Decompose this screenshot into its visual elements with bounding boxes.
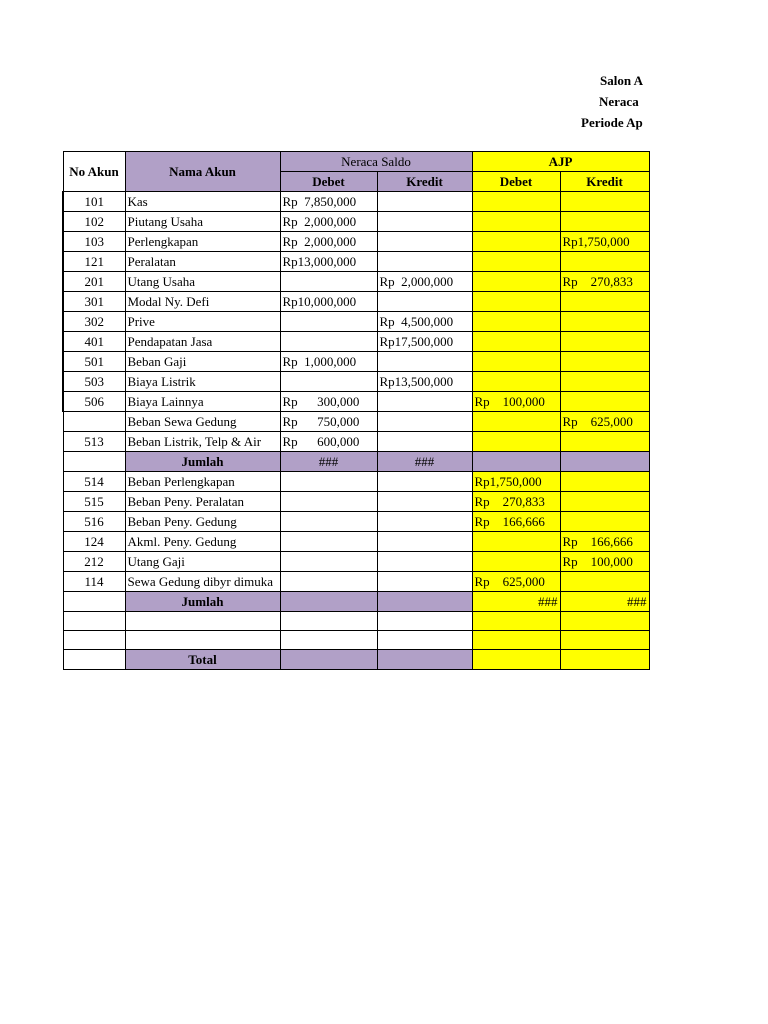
account-name-cell[interactable]: Prive	[125, 312, 280, 332]
account-name-cell[interactable]: Beban Peny. Gedung	[125, 512, 280, 532]
ns-kredit-cell[interactable]	[377, 432, 472, 452]
ajp-debet-cell[interactable]	[472, 432, 560, 452]
header-nama-akun: Nama Akun	[125, 152, 280, 192]
account-number-cell[interactable]: 102	[63, 212, 125, 232]
jumlah-ns-debet[interactable]	[280, 592, 377, 612]
account-name-cell[interactable]: Biaya Lainnya	[125, 392, 280, 412]
table-row	[63, 352, 649, 372]
ajp-debet-cell[interactable]	[472, 192, 560, 212]
ns-kredit-cell[interactable]: Rp 4,500,000	[377, 312, 472, 332]
ns-debet-cell[interactable]: Rp 750,000	[280, 412, 377, 432]
total-ns-kredit[interactable]	[377, 650, 472, 670]
ns-debet-cell[interactable]: Rp 600,000	[280, 432, 377, 452]
table-row	[63, 332, 649, 352]
account-number-cell[interactable]: 121	[63, 252, 125, 272]
header-row-1	[63, 152, 649, 172]
account-number-cell[interactable]: 201	[63, 272, 125, 292]
ajp-kredit-cell[interactable]	[560, 192, 649, 212]
table-row	[63, 432, 649, 452]
ns-kredit-cell[interactable]	[377, 552, 472, 572]
header-ns-kredit: Kredit	[377, 172, 472, 192]
ns-kredit-cell[interactable]	[377, 192, 472, 212]
ns-debet-cell[interactable]	[280, 272, 377, 292]
ajp-debet-cell[interactable]	[472, 412, 560, 432]
jumlah-ns-kredit[interactable]	[377, 592, 472, 612]
jumlah-ns-kredit[interactable]: ###	[377, 452, 472, 472]
ajp-kredit-cell[interactable]	[560, 432, 649, 452]
table-row	[63, 252, 649, 272]
account-number-cell[interactable]: 101	[63, 192, 125, 212]
ajp-kredit-cell[interactable]: Rp1,750,000	[560, 232, 649, 252]
ns-kredit-cell[interactable]	[377, 512, 472, 532]
table-row	[63, 572, 649, 592]
account-name-cell[interactable]: Akml. Peny. Gedung	[125, 532, 280, 552]
header-no-akun: No Akun	[63, 152, 125, 192]
empty-cell[interactable]	[125, 631, 280, 650]
account-number-cell[interactable]: 515	[63, 492, 125, 512]
table-row	[63, 292, 649, 312]
period-title: Periode Ap	[581, 115, 643, 130]
account-name-cell[interactable]: Modal Ny. Defi	[125, 292, 280, 312]
company-title: Salon A	[600, 73, 643, 88]
ajp-kredit-cell[interactable]	[560, 512, 649, 532]
empty-cell[interactable]	[63, 612, 125, 631]
ns-debet-cell[interactable]: Rp 300,000	[280, 392, 377, 412]
table-row	[63, 312, 649, 332]
ajp-debet-cell[interactable]	[472, 552, 560, 572]
report-title: Neraca	[599, 94, 639, 109]
ajp-kredit-cell[interactable]	[560, 312, 649, 332]
jumlah-ajp-kredit[interactable]: ###	[560, 592, 649, 612]
ajp-debet-cell[interactable]: Rp 270,833	[472, 492, 560, 512]
ns-debet-cell[interactable]	[280, 472, 377, 492]
account-name-cell[interactable]: Kas	[125, 192, 280, 212]
ns-kredit-cell[interactable]: Rp 2,000,000	[377, 272, 472, 292]
ajp-kredit-cell[interactable]	[560, 372, 649, 392]
account-name-cell[interactable]: Beban Listrik, Telp & Air	[125, 432, 280, 452]
ajp-kredit-cell[interactable]: Rp 166,666	[560, 532, 649, 552]
jumlah-ajp-debet[interactable]: ###	[472, 592, 560, 612]
ns-kredit-cell[interactable]	[377, 392, 472, 412]
jumlah-row	[63, 592, 649, 612]
ajp-debet-cell[interactable]	[472, 312, 560, 332]
account-number-cell[interactable]: 401	[63, 332, 125, 352]
ajp-debet-cell[interactable]: Rp 166,666	[472, 512, 560, 532]
account-number-cell[interactable]: 501	[63, 352, 125, 372]
account-number-cell[interactable]: 212	[63, 552, 125, 572]
ajp-kredit-cell[interactable]	[560, 252, 649, 272]
account-number-cell[interactable]	[63, 412, 125, 432]
ajp-debet-cell[interactable]	[472, 232, 560, 252]
ajp-kredit-cell[interactable]: Rp 100,000	[560, 552, 649, 572]
empty-cell[interactable]	[280, 612, 377, 631]
ns-debet-cell[interactable]	[280, 552, 377, 572]
account-name-cell[interactable]: Pendapatan Jasa	[125, 332, 280, 352]
ns-kredit-cell[interactable]	[377, 492, 472, 512]
ajp-debet-cell[interactable]	[472, 332, 560, 352]
ns-debet-cell[interactable]: Rp 1,000,000	[280, 352, 377, 372]
account-name-cell[interactable]: Biaya Listrik	[125, 372, 280, 392]
ns-kredit-cell[interactable]	[377, 232, 472, 252]
header-ns-debet: Debet	[280, 172, 377, 192]
ajp-debet-cell[interactable]: Rp 100,000	[472, 392, 560, 412]
account-number-cell[interactable]: 302	[63, 312, 125, 332]
account-name-cell[interactable]: Beban Perlengkapan	[125, 472, 280, 492]
empty-row	[63, 631, 649, 650]
jumlah-ajp-debet[interactable]	[472, 452, 560, 472]
empty-cell[interactable]	[472, 612, 560, 631]
jumlah-label: Jumlah	[125, 592, 280, 612]
ajp-kredit-cell[interactable]	[560, 492, 649, 512]
ns-debet-cell[interactable]	[280, 572, 377, 592]
account-name-cell[interactable]: Peralatan	[125, 252, 280, 272]
jumlah-ajp-kredit[interactable]	[560, 452, 649, 472]
ns-debet-cell[interactable]: Rp 7,850,000	[280, 192, 377, 212]
ns-debet-cell[interactable]	[280, 512, 377, 532]
ns-debet-cell[interactable]	[280, 372, 377, 392]
total-row	[63, 650, 649, 670]
ajp-kredit-cell[interactable]	[560, 212, 649, 232]
ajp-debet-cell[interactable]	[472, 532, 560, 552]
account-name-cell[interactable]: Sewa Gedung dibyr dimuka	[125, 572, 280, 592]
ns-debet-cell[interactable]	[280, 312, 377, 332]
ajp-debet-cell[interactable]: Rp 625,000	[472, 572, 560, 592]
ns-kredit-cell[interactable]	[377, 412, 472, 432]
table-row	[63, 192, 649, 212]
ajp-kredit-cell[interactable]: Rp 625,000	[560, 412, 649, 432]
total-ajp-kredit[interactable]	[560, 650, 649, 670]
account-number-cell[interactable]: 506	[63, 392, 125, 412]
ajp-kredit-cell[interactable]	[560, 392, 649, 412]
ns-debet-cell[interactable]: Rp 2,000,000	[280, 232, 377, 252]
account-name-cell[interactable]: Beban Gaji	[125, 352, 280, 372]
ns-kredit-cell[interactable]	[377, 292, 472, 312]
account-name-cell[interactable]: Piutang Usaha	[125, 212, 280, 232]
ajp-debet-cell[interactable]	[472, 292, 560, 312]
ajp-kredit-cell[interactable]: Rp 270,833	[560, 272, 649, 292]
empty-cell[interactable]	[560, 631, 649, 650]
ajp-debet-cell[interactable]: Rp1,750,000	[472, 472, 560, 492]
ajp-kredit-cell[interactable]	[560, 292, 649, 312]
worksheet-table	[62, 151, 650, 670]
ns-debet-cell[interactable]	[280, 532, 377, 552]
table-row	[63, 492, 649, 512]
ajp-kredit-cell[interactable]	[560, 472, 649, 492]
table-row	[63, 532, 649, 552]
ajp-debet-cell[interactable]	[472, 252, 560, 272]
ns-kredit-cell[interactable]	[377, 472, 472, 492]
ajp-debet-cell[interactable]	[472, 272, 560, 292]
jumlah-label: Jumlah	[125, 452, 280, 472]
empty-cell[interactable]	[63, 631, 125, 650]
header-ajp: AJP	[472, 152, 649, 172]
ns-debet-cell[interactable]: Rp 2,000,000	[280, 212, 377, 232]
header-neraca-saldo: Neraca Saldo	[280, 152, 472, 172]
account-name-cell[interactable]: Utang Gaji	[125, 552, 280, 572]
header-ajp-kredit: Kredit	[560, 172, 649, 192]
account-number-cell[interactable]: 301	[63, 292, 125, 312]
empty-cell[interactable]	[377, 631, 472, 650]
header-ajp-debet: Debet	[472, 172, 560, 192]
empty-cell	[63, 592, 125, 612]
jumlah-row	[63, 452, 649, 472]
empty-cell[interactable]	[472, 631, 560, 650]
ns-kredit-cell[interactable]	[377, 352, 472, 372]
total-label: Total	[125, 650, 280, 670]
ns-kredit-cell[interactable]: Rp13,500,000	[377, 372, 472, 392]
empty-cell[interactable]	[125, 612, 280, 631]
ns-debet-cell[interactable]: Rp13,000,000	[280, 252, 377, 272]
ns-kredit-cell[interactable]	[377, 572, 472, 592]
table-row	[63, 272, 649, 292]
empty-cell[interactable]	[280, 631, 377, 650]
total-ns-debet[interactable]	[280, 650, 377, 670]
account-name-cell[interactable]: Perlengkapan	[125, 232, 280, 252]
table-row	[63, 372, 649, 392]
ajp-debet-cell[interactable]	[472, 372, 560, 392]
account-number-cell[interactable]: 516	[63, 512, 125, 532]
account-number-cell[interactable]: 514	[63, 472, 125, 492]
table-row	[63, 472, 649, 492]
account-number-cell[interactable]: 114	[63, 572, 125, 592]
table-row	[63, 512, 649, 532]
jumlah-ns-debet[interactable]: ###	[280, 452, 377, 472]
empty-cell	[63, 650, 125, 670]
account-name-cell[interactable]: Beban Peny. Peralatan	[125, 492, 280, 512]
account-name-cell[interactable]: Utang Usaha	[125, 272, 280, 292]
table-row	[63, 552, 649, 572]
ns-kredit-cell[interactable]	[377, 212, 472, 232]
ns-kredit-cell[interactable]: Rp17,500,000	[377, 332, 472, 352]
ajp-kredit-cell[interactable]	[560, 332, 649, 352]
account-number-cell[interactable]: 513	[63, 432, 125, 452]
ns-debet-cell[interactable]: Rp10,000,000	[280, 292, 377, 312]
table-row	[63, 412, 649, 432]
total-ajp-debet[interactable]	[472, 650, 560, 670]
ns-kredit-cell[interactable]	[377, 532, 472, 552]
ns-kredit-cell[interactable]	[377, 252, 472, 272]
table-row	[63, 232, 649, 252]
ns-debet-cell[interactable]	[280, 332, 377, 352]
ajp-debet-cell[interactable]	[472, 352, 560, 372]
empty-row	[63, 612, 649, 631]
empty-cell[interactable]	[560, 612, 649, 631]
account-number-cell[interactable]: 503	[63, 372, 125, 392]
ns-debet-cell[interactable]	[280, 492, 377, 512]
ajp-kredit-cell[interactable]	[560, 352, 649, 372]
account-number-cell[interactable]: 124	[63, 532, 125, 552]
empty-cell[interactable]	[377, 612, 472, 631]
table-row	[63, 392, 649, 412]
account-number-cell[interactable]: 103	[63, 232, 125, 252]
empty-cell	[63, 452, 125, 472]
account-name-cell[interactable]: Beban Sewa Gedung	[125, 412, 280, 432]
ajp-debet-cell[interactable]	[472, 212, 560, 232]
ajp-kredit-cell[interactable]	[560, 572, 649, 592]
table-row	[63, 212, 649, 232]
